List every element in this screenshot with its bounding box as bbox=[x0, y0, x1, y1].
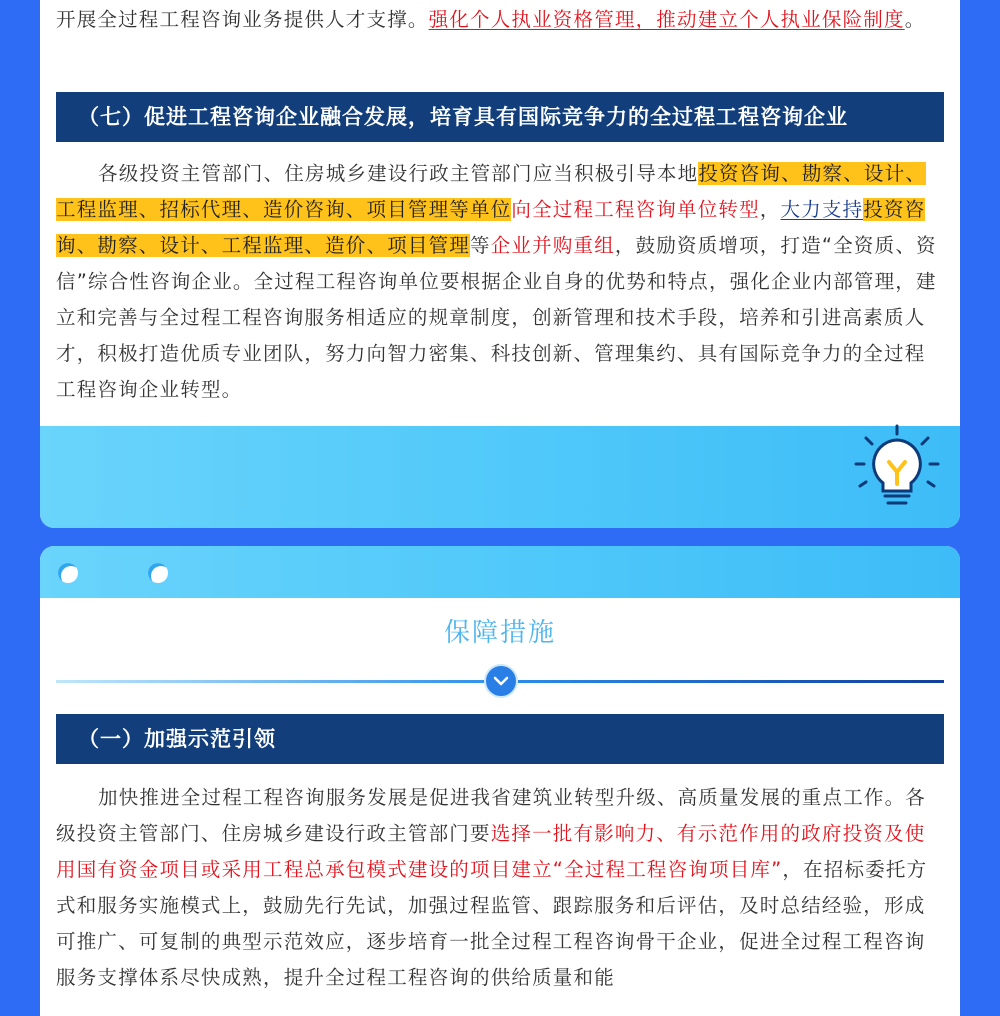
heading-text: （一）加强示范引领 bbox=[78, 727, 276, 751]
para-text: ， bbox=[759, 198, 781, 221]
para-text: 。 bbox=[904, 8, 926, 31]
decorative-band bbox=[40, 426, 960, 528]
para-text: 开展全过程工程咨询业务提供人才支撑。 bbox=[56, 8, 429, 31]
bottom-content-card bbox=[40, 546, 960, 1016]
top-content-card bbox=[40, 0, 960, 528]
para-text: 各级投资主管部门、住房城乡建设行政主管部门应当积极引导本地 bbox=[98, 162, 699, 185]
section-title: 保障措施 bbox=[443, 618, 556, 648]
highlight-text: 投资咨询、勘察、设计、工程监理、造价、项目管理 bbox=[56, 198, 926, 257]
emphasis-underline: 大力支持 bbox=[780, 198, 864, 221]
heading-text: （七）促进工程咨询企业融合发展，培育具有国际竞争力的全过程工程咨询企业 bbox=[78, 105, 848, 129]
para-text: ，鼓励资质增项，打造“全资质、资信”综合性咨询企业。全过程工程咨询单位要根据企业自身的优势和特点，强化企业内部管理，建立和完善与全过程工程咨询服务相适应的规章制度，创新管理和技术手段，培养和引进高素质人才，积极打造优质专业团队，努力向智力密集、科技创新、管理集约、具有国际竞争力的全过程工程咨询企业转型。 bbox=[56, 234, 937, 401]
lightbulb-icon bbox=[852, 422, 952, 512]
section-heading-1 bbox=[56, 714, 944, 764]
chevron-down-icon bbox=[484, 664, 518, 698]
emphasis-red: 向全过程工程咨询单位转型 bbox=[511, 198, 760, 221]
para-text: 加快推进全过程工程咨询服务发展是促进我省建筑业转型升级、高质量发展的重点工作。各级投资主管部门、住房城乡建设行政主管部门要 bbox=[56, 786, 927, 845]
emphasis-red: 选择一批有影响力、有示范作用的政府投资及使用国有资金项目或采用工程总承包模式建设的项目建立“全过程工程咨询项目库” bbox=[56, 822, 926, 881]
highlight-text: 投资咨询、勘察、设计、工程监理、招标代理、造价咨询、项目管理等单位 bbox=[56, 162, 927, 221]
decorative-dot bbox=[148, 563, 168, 583]
emphasis-red: 企业并购重组 bbox=[490, 234, 615, 257]
paragraph-enterprise-integration bbox=[56, 156, 944, 408]
section-heading-7 bbox=[56, 92, 944, 142]
para-text: 等 bbox=[470, 234, 491, 257]
para-text: ，在招标委托方式和服务实施模式上，鼓励先行先试，加强过程监管、跟踪服务和后评估，及时总结经验，形成可推广、可复制的典型示范效应，逐步培育一批全过程工程咨询骨干企业，促进全过程工程咨询服务支撑体系尽快成熟，提升全过程工程咨询的供给质量和能 bbox=[56, 858, 928, 989]
card-header-band bbox=[40, 546, 960, 598]
paragraph-demonstration bbox=[56, 780, 944, 996]
emphasis-red: 强化个人执业资格管理，推动建立个人执业保险制度 bbox=[428, 8, 905, 31]
paragraph-talent-support bbox=[56, 2, 944, 38]
decorative-dot bbox=[58, 563, 78, 583]
